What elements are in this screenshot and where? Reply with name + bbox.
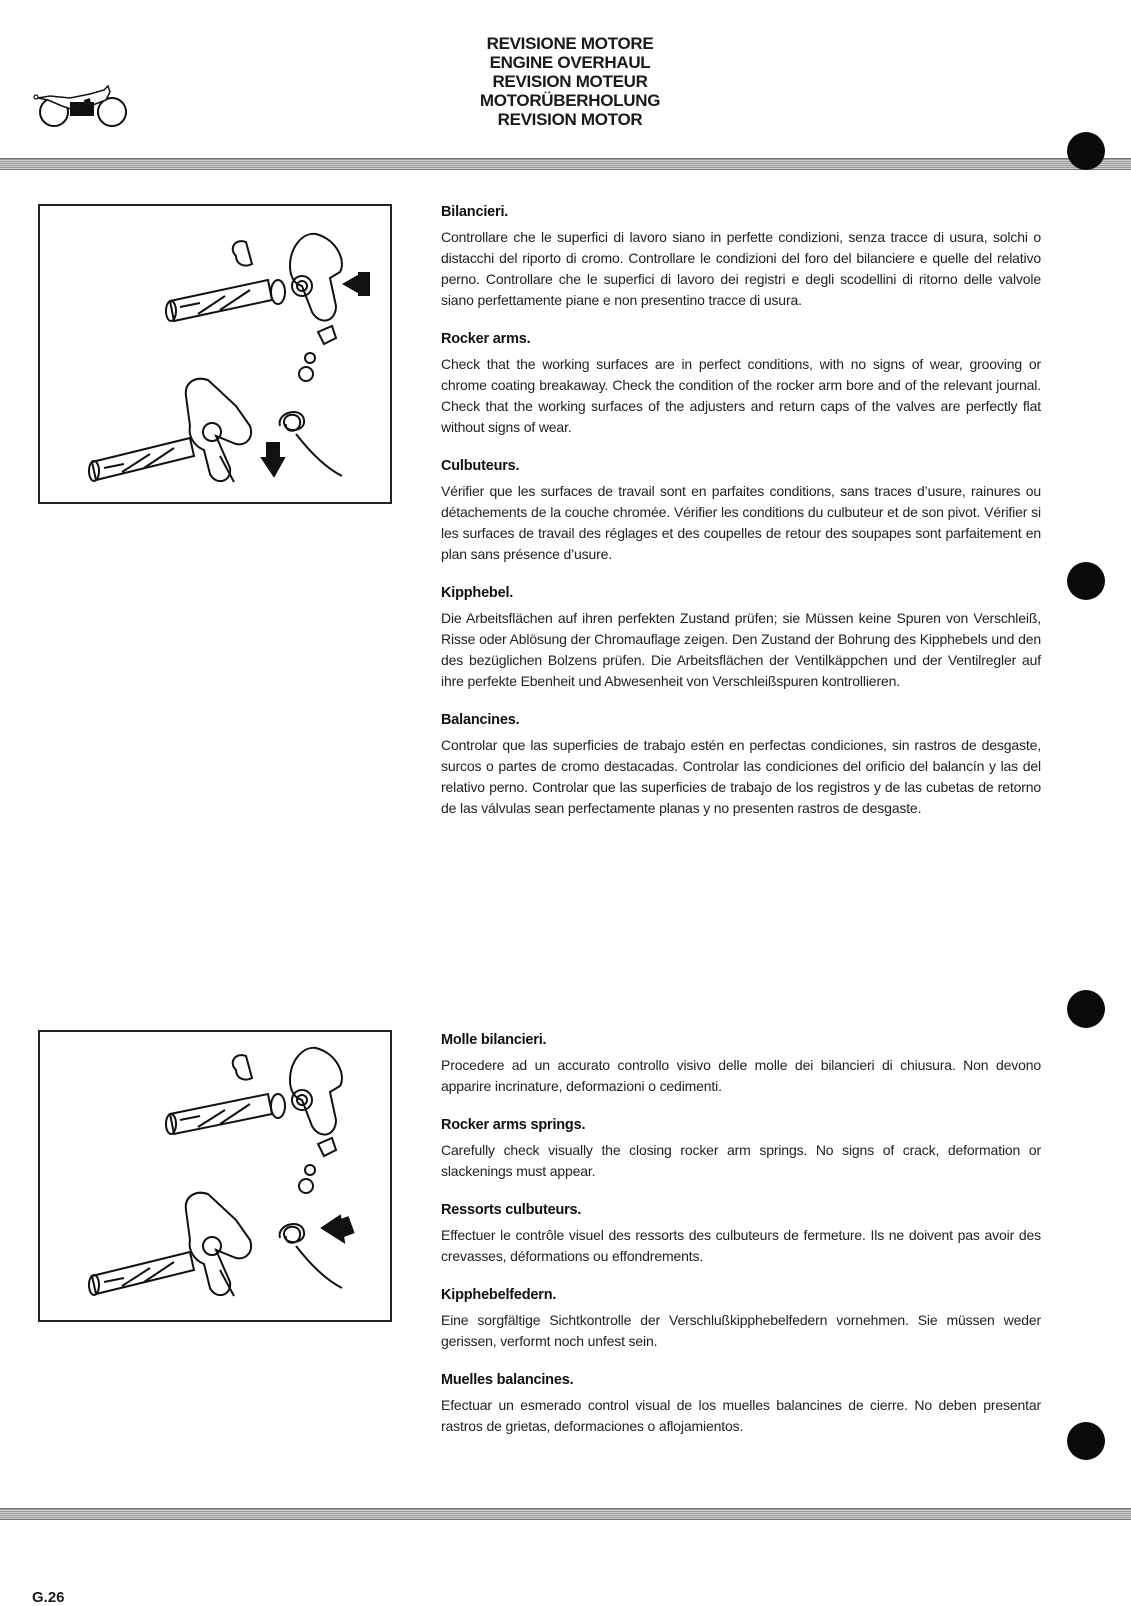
binder-hole-2 bbox=[1067, 562, 1105, 600]
section-fr bbox=[441, 456, 1041, 565]
section-title: Culbuteurs. bbox=[441, 458, 520, 474]
section-title: Rocker arms. bbox=[441, 331, 531, 347]
title-fr: REVISION MOTEUR bbox=[492, 72, 648, 91]
section-en bbox=[441, 1115, 1041, 1182]
rocker-arm-spring-drawing bbox=[38, 1030, 392, 1322]
section-title: Ressorts culbuteurs. bbox=[441, 1202, 582, 1218]
section-body: Controlar que las superficies de trabajo estén en perfectas condiciones, sin rastros de desgaste, surcos o partes de cromo destacadas. Controlar las condiciones del orificio del balancín y las del relativo perno. Controlar que las superficies de trabajo de los registros y de las cubetas de retorno de las válvulas sean perfectamente planas y no presenten rastros de desgaste. bbox=[441, 737, 1041, 816]
section-title: Kipphebel. bbox=[441, 585, 514, 601]
motorcycle-icon bbox=[30, 80, 130, 130]
title-it: REVISIONE MOTORE bbox=[486, 34, 654, 53]
top-divider bbox=[0, 158, 1131, 170]
section-it bbox=[441, 202, 1041, 311]
section-title: Molle bilancieri. bbox=[441, 1032, 547, 1048]
title-en: ENGINE OVERHAUL bbox=[489, 53, 651, 72]
section-body: Vérifier que les surfaces de travail sont en parfaites conditions, sans traces d’usure, rainures ou détachements de la couche chromée. Vérifier les conditions du culbuteur et de son pivot. Vérifier si les surfaces de travail des réglages et des coupelles de retour des soupapes sont parfaitement en plan sans présence d’usure. bbox=[441, 483, 1041, 562]
section-body: Check that the working surfaces are in perfect conditions, with no signs of wear, grooving or chrome coating breakaway. Check the condition of the rocker arm bore and of the relevant journal. Check that the working surfaces of the adjusters and return caps of the valves are perfectly flat without signs of wear. bbox=[441, 356, 1041, 435]
binder-hole-4 bbox=[1067, 1422, 1105, 1460]
section-it bbox=[441, 1030, 1041, 1097]
section-body: Carefully check visually the closing rocker arm springs. No signs of crack, deformation or slackenings must appear. bbox=[441, 1142, 1041, 1179]
rocker-arm-exploded-drawing bbox=[38, 204, 392, 504]
section-body: Effectuer le contrôle visuel des ressorts des culbuteurs de fermeture. Ils ne doivent pas avoir des crevasses, déformations ou effondrements. bbox=[441, 1227, 1041, 1264]
section-body: Procedere ad un accurato controllo visivo delle molle dei bilancieri di chiusura. Non devono apparire incrinature, deformazioni o cedimenti. bbox=[441, 1057, 1041, 1094]
binder-hole-3 bbox=[1067, 990, 1105, 1028]
section-body: Controllare che le superfici di lavoro siano in perfette condizioni, senza tracce di usura, solchi o distacchi del riporto di cromo. Controllare le condizioni del foro del bilanciere e quelle del relativo perno. Controllare che le superfici di lavoro dei registri e degli scodellini di ritorno delle valvole siano perfettamente piane e non presentino tracce di usura. bbox=[441, 229, 1041, 308]
page-title-block bbox=[400, 34, 740, 129]
rocker-arms-text-block bbox=[441, 202, 1041, 837]
section-body: Efectuar un esmerado control visual de los muelles balancines de cierre. No deben presentar rastros de grietas, deformaciones o aflojamientos. bbox=[441, 1397, 1041, 1434]
page-number: G.26 bbox=[32, 1589, 65, 1606]
title-es: REVISION MOTOR bbox=[497, 110, 643, 129]
section-es bbox=[441, 1370, 1041, 1437]
binder-hole-1 bbox=[1067, 132, 1105, 170]
section-title: Kipphebelfedern. bbox=[441, 1287, 557, 1303]
section-es bbox=[441, 710, 1041, 819]
section-title: Balancines. bbox=[441, 712, 520, 728]
section-fr bbox=[441, 1200, 1041, 1267]
rocker-springs-text-block bbox=[441, 1030, 1041, 1455]
section-de bbox=[441, 583, 1041, 692]
bottom-divider bbox=[0, 1508, 1131, 1520]
section-title: Muelles balancines. bbox=[441, 1372, 574, 1388]
section-title: Rocker arms springs. bbox=[441, 1117, 586, 1133]
title-de: MOTORÜBERHOLUNG bbox=[479, 91, 661, 110]
section-de bbox=[441, 1285, 1041, 1352]
section-en bbox=[441, 329, 1041, 438]
section-body: Eine sorgfältige Sichtkontrolle der Verschlußkipphebelfedern vornehmen. Sie müssen weder gerissen, verformt noch unfest sein. bbox=[441, 1312, 1041, 1349]
section-title: Bilancieri. bbox=[441, 204, 509, 220]
section-body: Die Arbeitsflächen auf ihren perfekten Zustand prüfen; sie Müssen keine Spuren von Verschleiß, Risse oder Ablösung der Chromauflage zeigen. Den Zustand der Bohrung des Kipphebels und den des bezüglichen Bolzens prüfen. Die Arbeitsflächen der Ventilkäppchen und der Ventilregler auf ihre perfekte Ebenheit und Abwesenheit von Verschleißspuren kontrollieren. bbox=[441, 610, 1041, 689]
